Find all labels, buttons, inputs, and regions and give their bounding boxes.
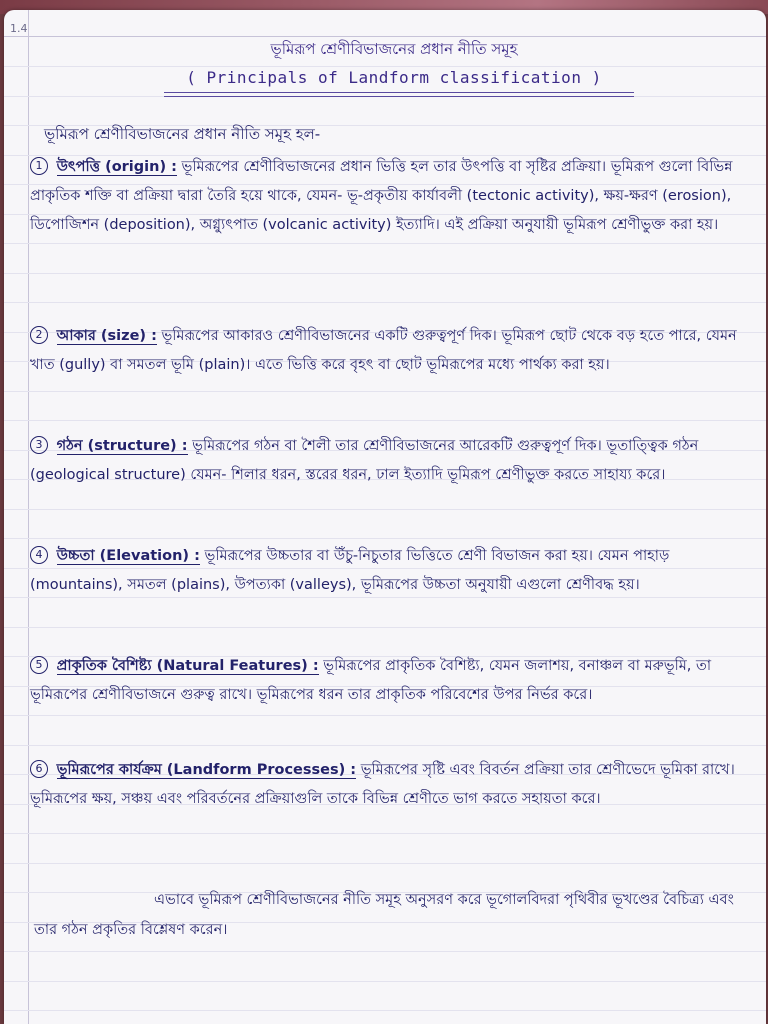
section-title: উৎপত্তি (origin) : xyxy=(56,159,177,175)
ruled-line xyxy=(4,863,766,864)
ruled-line xyxy=(4,833,766,834)
ruled-line xyxy=(4,302,766,303)
section-structure xyxy=(30,432,758,490)
title-bengali: ভূমিরূপ শ্রেণীবিভাজনের প্রধান নীতি সমূহ xyxy=(270,40,518,58)
section-title: আকার (size) : xyxy=(56,328,157,344)
ruled-line xyxy=(4,509,766,510)
section-text: ভূমিরূপের সৃষ্টি এবং বিবর্তন প্রক্রিয়া তার শ্রেণীভেদে ভূমিকা রাখে। ভূমিরূপের ক্ষয়, সঞ্চয় এবং পরিবর্তনের প্রক্রিয়াগুলি তাকে বিভিন্ন শ্রেণীতে ভাগ করতে সহায়তা করে। xyxy=(30,762,735,807)
ruled-line xyxy=(4,745,766,746)
margin-rule xyxy=(28,10,29,1024)
title-english: ( Principals of Landform classification ) xyxy=(186,68,602,87)
section-origin xyxy=(30,153,758,240)
section-number: 6 xyxy=(30,760,48,778)
title-underline xyxy=(164,92,634,93)
section-title: গঠন (structure) : xyxy=(56,438,188,454)
section-natural-features xyxy=(30,652,758,710)
section-number: 2 xyxy=(30,326,48,344)
section-number: 3 xyxy=(30,436,48,454)
title-underline-2 xyxy=(164,96,634,97)
ruled-line xyxy=(4,627,766,628)
ruled-line xyxy=(4,715,766,716)
section-landform-processes xyxy=(30,756,758,814)
section-text: ভূমিরূপের গঠন বা শৈলী তার শ্রেণীবিভাজনের আরেকটি গুরুত্বপূর্ণ দিক। ভূতাত্ত্বিক গঠন (geological structure) যেমন- শিলার ধরন, স্তরের ধরন, ঢাল ইত্যাদি ভূমিরূপ শ্রেণীভুক্ত করতে সাহায্য করে। xyxy=(30,438,699,483)
section-title: ভূমিরূপের কার্যক্রম (Landform Processes) : xyxy=(56,762,357,778)
section-number: 5 xyxy=(30,656,48,674)
section-title: প্রাকৃতিক বৈশিষ্ট্য (Natural Features) : xyxy=(56,658,319,674)
ruled-line xyxy=(4,538,766,539)
ruled-line xyxy=(4,66,766,67)
section-text: ভূমিরূপের শ্রেণীবিভাজনের প্রধান ভিত্তি হল তার উৎপত্তি বা সৃষ্টির প্রক্রিয়া। ভূমিরূপ গুলো বিভিন্ন প্রাকৃতিক শক্তি বা প্রক্রিয়া দ্বারা তৈরি হয়ে থাকে, যেমন- ভূ-প্রকৃতীয় কার্যাবলী (tectonic activity), ক্ষয়-ক্ষরণ (erosion), ডিপোজিশন (deposition), অগ্ন্যুৎপাত (volcanic activity) ইত্যাদি। এই প্রক্রিয়া অনুযায়ী ভূমিরূপ শ্রেণীভুক্ত করা হয়। xyxy=(30,159,733,233)
header-rule xyxy=(4,36,766,37)
notebook-page xyxy=(4,10,766,1024)
closing-paragraph: এভাবে ভূমিরূপ শ্রেণীবিভাজনের নীতি সমূহ অনুসরণ করে ভূগোলবিদরা পৃথিবীর ভূখণ্ডের বৈচিত্র্য এবং তার গঠন প্রকৃতির বিশ্লেষণ করেন। xyxy=(34,892,734,938)
section-size xyxy=(30,322,758,380)
ruled-line xyxy=(4,243,766,244)
section-text: ভূমিরূপের প্রাকৃতিক বৈশিষ্ট্য, যেমন জলাশয়, বনাঞ্চল বা মরুভূমি, তা ভূমিরূপের শ্রেণীবিভাজনে গুরুত্ব রাখে। ভূমিরূপের ধরন তার প্রাকৃতিক পরিবেশের উপর নির্ভর করে। xyxy=(30,658,712,703)
ruled-line xyxy=(4,981,766,982)
page-number: 1.4 xyxy=(10,22,28,35)
ruled-line xyxy=(4,1010,766,1011)
section-number: 4 xyxy=(30,546,48,564)
ruled-line xyxy=(4,391,766,392)
ruled-line xyxy=(4,273,766,274)
section-text: ভূমিরূপের উচ্চতার বা উঁচু-নিচুতার ভিত্তিতে শ্রেণী বিভাজন করা হয়। যেমন পাহাড় (mountains), সমতল (plains), উপত্যকা (valleys), ভূমিরূপের উচ্চতা অনুযায়ী এগুলো শ্রেণীবদ্ধ হয়। xyxy=(30,548,670,593)
intro-line: ভূমিরূপ শ্রেণীবিভাজনের প্রধান নীতি সমূহ হল- xyxy=(44,125,321,143)
section-title: উচ্চতা (Elevation) : xyxy=(56,548,200,564)
section-text: ভূমিরূপের আকারও শ্রেণীবিভাজনের একটি গুরুত্বপূর্ণ দিক। ভূমিরূপ ছোট থেকে বড় হতে পারে, যেমন খাত (gully) বা সমতল ভূমি (plain)। এতে ভিত্তি করে বৃহৎ বা ছোট ভূমিরূপের মধ্যে পার্থক্য করা হয়। xyxy=(30,328,737,373)
section-elevation xyxy=(30,542,758,600)
section-number: 1 xyxy=(30,157,48,175)
ruled-line xyxy=(4,420,766,421)
ruled-line xyxy=(4,951,766,952)
